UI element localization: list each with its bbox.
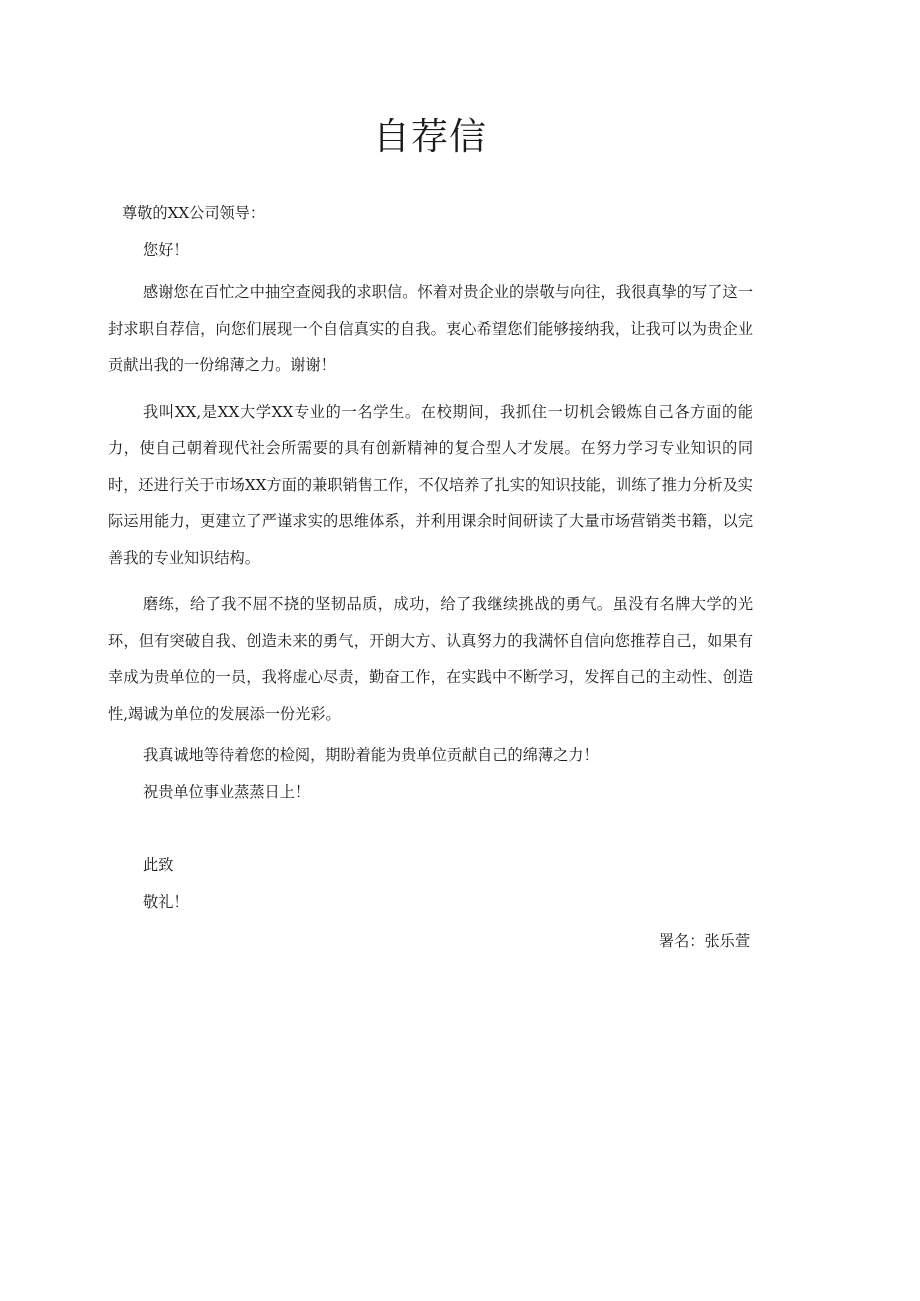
closing-cizhi: 此致	[143, 856, 174, 874]
spacer	[108, 816, 753, 852]
closing-jingli: 敬礼！	[143, 893, 189, 911]
greeting: 您好！	[143, 241, 189, 259]
salutation: 尊敬的XX公司领导：	[122, 204, 266, 222]
closing-line-2: 祝贵单位事业蒸蒸日上！	[143, 783, 311, 801]
closing-line-1: 我真诚地等待着您的检阅，期盼着能为贵单位贡献自己的绵薄之力！	[143, 746, 599, 764]
letter-body	[108, 200, 753, 926]
paragraph-background: 我叫XX,是XX大学XX专业的一名学生。在校期间，我抓住一切机会锻炼自己各方面的能力，使自己朝着现代社会所需要的具有创新精神的复合型人才发展。在努力学习专业知识的同时，还进行关于市场XX方面的兼职销售工作，不仅培养了扎实的知识技能，训练了推力分析及实际运用能力，更建立了严谨求实的思维体系，并利用课余时间研读了大量市场营销类书籍，以完善我的专业知识结构。	[108, 402, 753, 567]
signature: 署名：张乐萱	[658, 932, 750, 950]
page-title: 自荐信	[373, 115, 487, 158]
paragraph-qualities: 磨练，给了我不屈不挠的坚韧品质，成功，给了我继续挑战的勇气。虽没有名牌大学的光环，但有突破自我、创造未来的勇气，开朗大方、认真努力的我满怀自信向您推荐自己，如果有幸成为贵单位的一员，我将虚心尽责，勤奋工作，在实践中不断学习，发挥自己的主动性、创造性,竭诚为单位的发展添一份光彩。	[108, 595, 753, 723]
paragraph-intro: 感谢您在百忙之中抽空查阅我的求职信。怀着对贵企业的崇敬与向往，我很真挚的写了这一封求职自荐信，向您们展现一个自信真实的自我。衷心希望您们能够接纳我，让我可以为贵企业贡献出我的一份绵薄之力。谢谢！	[108, 283, 753, 374]
